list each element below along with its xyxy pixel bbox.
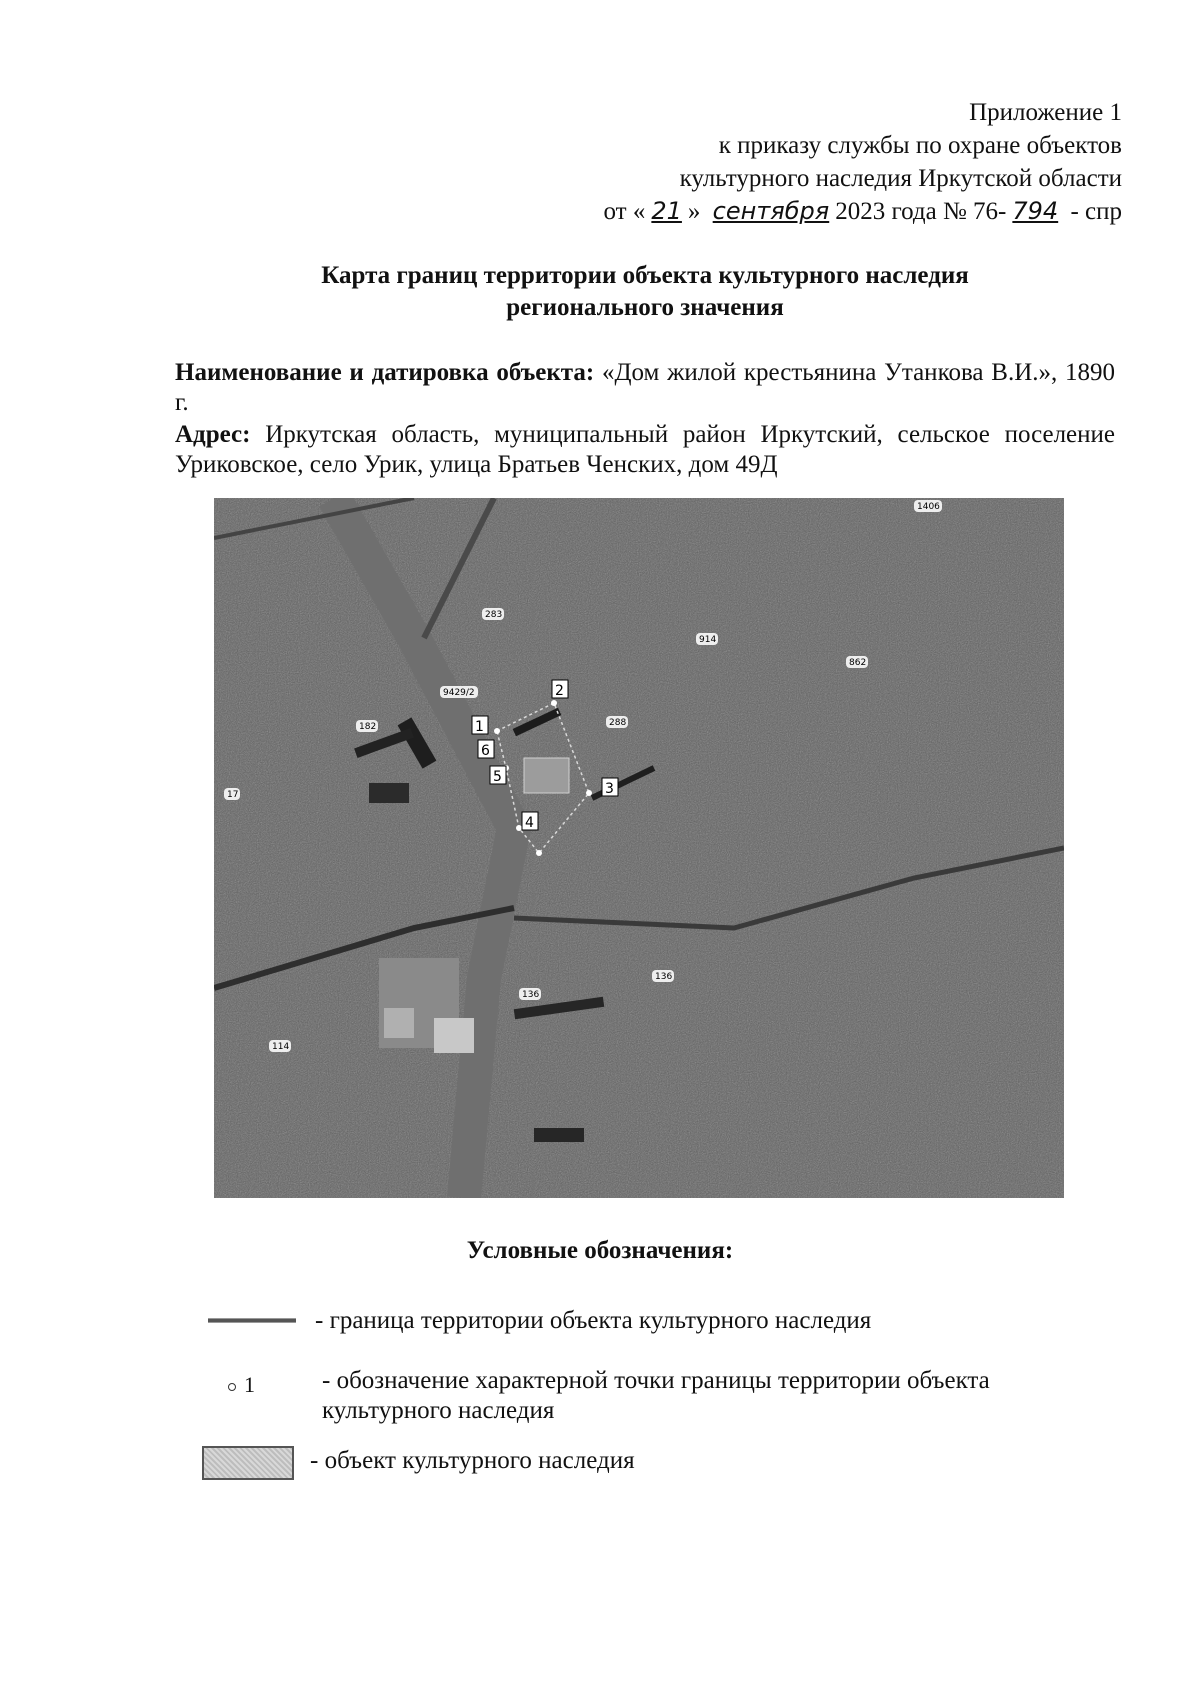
satellite-map-image <box>214 498 1064 1198</box>
legend-title: Условные обозначения: <box>466 1237 734 1264</box>
parcel-label: 136 <box>655 972 673 982</box>
address-value: Иркутская область, муниципальный район Иркутский, сельское поселение Уриковское, село Урик, улица Братьев Ченских, дом 49Д <box>175 421 1115 478</box>
point-dot-icon <box>228 1383 236 1391</box>
point-label-1: 1 <box>475 719 484 735</box>
boundary-point-4 <box>536 850 542 856</box>
address-label: Адрес: <box>175 421 251 448</box>
parcel-label: 862 <box>849 658 867 668</box>
parcel-label: 114 <box>272 1042 290 1052</box>
point-label-2: 2 <box>555 683 564 699</box>
object-name-value: «Дом жилой крестьянина Утанкова В.И.», 1890 г. <box>175 359 1116 416</box>
parcel-label: 914 <box>699 635 717 645</box>
appendix-number: Приложение 1 <box>969 99 1122 126</box>
legend-point-text: - обозначение характерной точки границы территории объекта культурного наследия <box>322 1367 990 1424</box>
boundary-point-5 <box>516 825 522 831</box>
point-label-3: 3 <box>605 781 614 797</box>
handwritten-month: сентября <box>712 197 830 225</box>
point-label-6: 6 <box>481 743 490 759</box>
building <box>434 1018 474 1053</box>
handwritten-day: 21 <box>651 197 682 225</box>
building <box>384 1008 414 1038</box>
parcel-label: 17 <box>227 790 239 800</box>
parcel-label: 288 <box>609 718 627 728</box>
boundary-map <box>214 498 1064 1198</box>
point-label-5: 5 <box>493 769 502 785</box>
object-address <box>175 420 1115 480</box>
boundary-point-1 <box>494 728 500 734</box>
object-name <box>175 358 1115 418</box>
boundary-point-3 <box>586 790 592 796</box>
heritage-object <box>524 758 569 793</box>
object-name-label: Наименование и датировка объекта: <box>175 359 595 386</box>
document-title: Карта границ территории объекта культурного наследия регионального значения <box>321 262 969 321</box>
parcel-label: 1406 <box>917 502 940 512</box>
building <box>534 1128 584 1142</box>
handwritten-number: 794 <box>1012 197 1059 225</box>
parcel-label: 136 <box>522 990 540 1000</box>
legend-object-symbol <box>202 1446 294 1480</box>
legend-point-symbol: 1 <box>228 1372 255 1398</box>
legend-boundary-symbol <box>208 1318 296 1323</box>
parcel-label: 283 <box>485 610 503 620</box>
legend-object-text: - объект культурного наследия <box>310 1447 635 1474</box>
appendix-order-ref: к приказу службы по охране объектов <box>718 132 1122 159</box>
building <box>369 783 409 803</box>
appendix-date-line: от « 21 » сентября 2023 года № 76- 794 - спр <box>603 197 1122 225</box>
boundary-point-2 <box>551 700 557 706</box>
appendix-header <box>604 96 1122 228</box>
appendix-authority: культурного наследия Иркутской области <box>679 165 1122 192</box>
point-label-4: 4 <box>525 815 534 831</box>
legend-boundary-text: - граница территории объекта культурного наследия <box>315 1307 872 1334</box>
parcel-label: 182 <box>359 722 377 732</box>
parcel-label: 9429/2 <box>443 688 475 698</box>
